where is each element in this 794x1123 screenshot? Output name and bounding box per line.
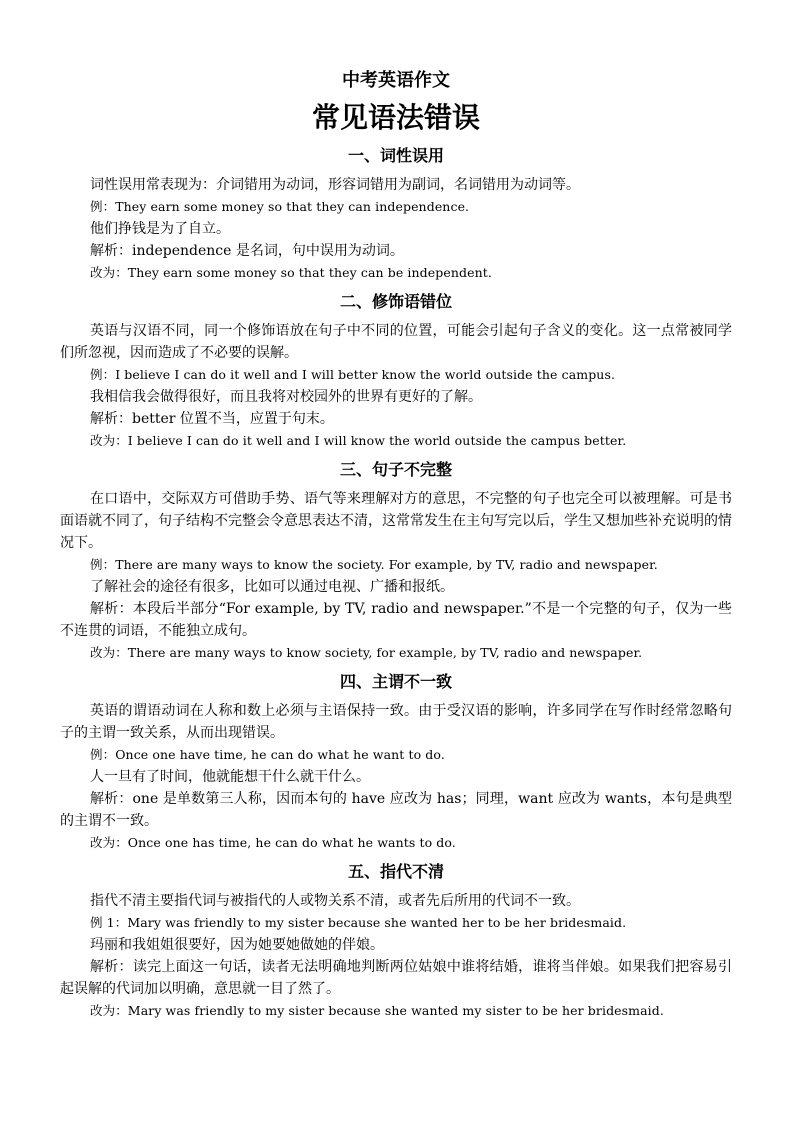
- english-example-line: 例：They earn some money so that they can independence.: [90, 199, 470, 214]
- paragraph-line: 解析：本段后半部分“For example, by TV, radio and newspaper.”不是一个完整的句子，仅为一些不连贯的词语，不能独立成句。: [60, 601, 732, 639]
- paragraph-line: 我相信我会做得很好，而且我将对校园外的世界有更好的了解。: [90, 389, 482, 405]
- section-heading: 一、词性误用: [347, 146, 444, 165]
- english-example-line: 例：There are many ways to know the society. For example, by TV, radio and newspaper.: [90, 557, 658, 572]
- paragraph-line: 指代不清主要指代词与被指代的人或物关系不清，或者先后所用的代词不一致。: [90, 893, 580, 909]
- section: [60, 144, 732, 284]
- paragraph-line: 解析：读完上面这一句话，读者无法明确地判断两位姑娘中谁将结婚，谁将当伴娘。如果我们把容易引起误解的代词加以明确，意思就一目了然了。: [60, 959, 732, 997]
- paragraph-line: 人一旦有了时间，他就能想干什么就干什么。: [90, 769, 370, 785]
- english-example-line: 例 1：Mary was friendly to my sister because she wanted her to be her bridesmaid.: [90, 915, 627, 930]
- document-subtitle: 常见语法错误: [311, 101, 480, 134]
- section-heading: 四、主谓不一致: [339, 672, 452, 691]
- paragraph-line: 在口语中，交际双方可借助手势、语气等来理解对方的意思，不完整的句子也完全可以被理解。可是书面语就不同了，句子结构不完整会令意思表达不清，这常常发生在主句写完以后，学生又想加些补充说明的情况下。: [60, 491, 732, 551]
- english-example-line: 例：I believe I can do it well and I will better know the world outside the campus.: [90, 367, 616, 382]
- section-heading: 五、指代不清: [347, 862, 444, 881]
- paragraph-line: 英语与汉语不同，同一个修饰语放在句子中不同的位置，可能会引起句子含义的变化。这一点常被同学们所忽视，因而造成了不必要的误解。: [60, 323, 732, 361]
- english-example-line: 改为：They earn some money so that they can be independent.: [90, 265, 492, 280]
- section: [60, 860, 732, 1022]
- paragraph-line: 英语的谓语动词在人称和数上必须与主语保持一致。由于受汉语的影响，许多同学在写作时经常忽略句子的主谓一致关系，从而出现错误。: [60, 703, 732, 741]
- section: [60, 670, 732, 854]
- section-heading: 二、修饰语错位: [339, 292, 452, 311]
- english-example-line: 改为：There are many ways to know society, for example, by TV, radio and newspaper.: [90, 645, 643, 660]
- paragraph-line: 解析：independence 是名词，句中误用为动词。: [90, 243, 404, 259]
- paragraph-line: 玛丽和我姐姐很要好，因为她要她做她的伴娘。: [90, 937, 384, 953]
- section: [60, 458, 732, 664]
- english-example-line: 改为：Mary was friendly to my sister because she wanted my sister to be her bridesmaid.: [90, 1003, 664, 1018]
- english-example-line: 例：Once one have time, he can do what he want to do.: [90, 747, 445, 762]
- english-example-line: 改为：Once one has time, he can do what he wants to do.: [90, 835, 456, 850]
- paragraph-line: 词性误用常表现为：介词错用为动词，形容词错用为副词，名词错用为动词等。: [90, 177, 580, 193]
- paragraph-line: 他们挣钱是为了自立。: [90, 221, 230, 237]
- paragraph-line: 解析：one 是单数第三人称，因而本句的 have 应改为 has；同理，want 应改为 wants，本句是典型的主谓不一致。: [60, 791, 732, 829]
- paragraph-line: 了解社会的途径有很多，比如可以通过电视、广播和报纸。: [90, 579, 454, 595]
- document-title: 中考英语作文: [342, 70, 450, 91]
- sections-container: [60, 144, 732, 1022]
- section: [60, 290, 732, 452]
- section-heading: 三、句子不完整: [339, 460, 452, 479]
- paragraph-line: 解析：better 位置不当，应置于句末。: [90, 411, 334, 427]
- english-example-line: 改为：I believe I can do it well and I will know the world outside the campus better.: [90, 433, 627, 448]
